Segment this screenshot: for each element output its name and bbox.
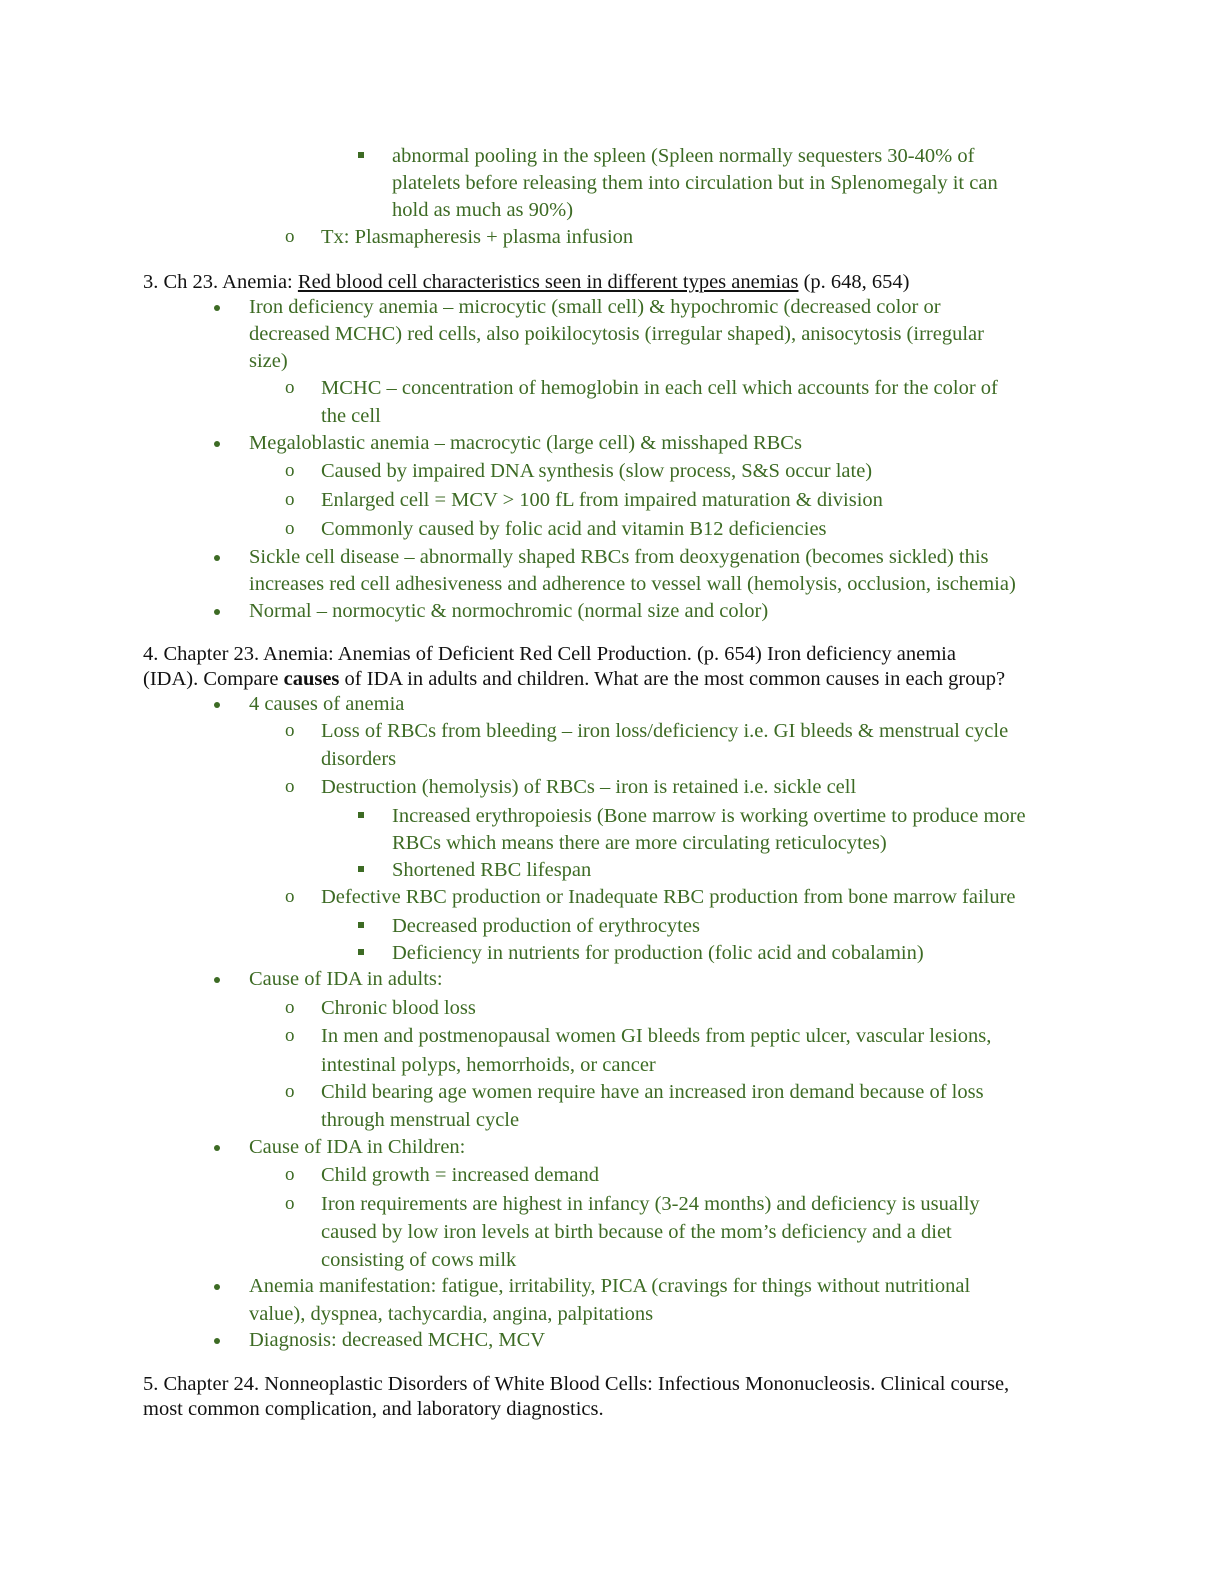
text-line: Enlarged cell = MCV > 100 fL from impaired maturation & division: [321, 489, 883, 511]
text-line: MCHC – concentration of hemoglobin in each cell which accounts for the color of: [321, 377, 998, 399]
bullet-icon: [214, 702, 220, 708]
heading-underlined: Red blood cell characteristics seen in different types anemias: [297, 271, 799, 293]
circle-bullet-icon: o: [285, 997, 295, 1018]
text-line: Cause of IDA in adults:: [249, 968, 443, 990]
text-line: value), dyspnea, tachycardia, angina, palpitations: [249, 1303, 654, 1325]
text-line: through menstrual cycle: [321, 1109, 520, 1131]
circle-bullet-icon: o: [285, 460, 295, 481]
bullet-icon: [214, 977, 220, 983]
text-line: Decreased production of erythrocytes: [392, 915, 700, 937]
text-line: caused by low iron levels at birth because of the mom’s deficiency and a diet: [321, 1221, 952, 1243]
section-heading-5-cont: most common complication, and laboratory diagnostics.: [143, 1398, 604, 1420]
text-line: RBCs which means there are more circulating reticulocytes): [392, 832, 887, 854]
text-line: Caused by impaired DNA synthesis (slow process, S&S occur late): [321, 460, 873, 482]
square-bullet-icon: [358, 866, 364, 872]
text-line: platelets before releasing them into circulation but in Splenomegaly it can: [392, 172, 998, 194]
bullet-icon: [214, 1284, 220, 1290]
circle-bullet-icon: o: [285, 1164, 295, 1185]
text-line: the cell: [321, 405, 381, 427]
bullet-icon: [214, 555, 220, 561]
section-heading-4: 4. Chapter 23. Anemia: Anemias of Deficient Red Cell Production. (p. 654) Iron deficiency anemia: [143, 643, 956, 665]
text-line: size): [249, 350, 288, 372]
text-line: decreased MCHC) red cells, also poikilocytosis (irregular shaped), anisocytosis (irregular: [249, 323, 984, 345]
text-line: Sickle cell disease – abnormally shaped RBCs from deoxygenation (becomes sickled) this: [249, 546, 989, 568]
text-line: Deficiency in nutrients for production (folic acid and cobalamin): [392, 942, 924, 964]
bullet-icon: [214, 1338, 220, 1344]
text-line: intestinal polyps, hemorrhoids, or cancer: [321, 1054, 656, 1076]
circle-bullet-icon: o: [285, 886, 295, 907]
circle-bullet-icon: o: [285, 377, 295, 398]
text-line: Child growth = increased demand: [321, 1164, 599, 1186]
text-line: Loss of RBCs from bleeding – iron loss/deficiency i.e. GI bleeds & menstrual cycle: [321, 720, 1009, 742]
heading-prefix: (IDA). Compare: [143, 668, 284, 690]
heading-suffix: of IDA in adults and children. What are the most common causes in each group?: [339, 668, 1006, 690]
text-line: Shortened RBC lifespan: [392, 859, 592, 881]
section-heading-4-cont: [143, 666, 1005, 692]
text-line: Megaloblastic anemia – macrocytic (large cell) & misshaped RBCs: [249, 432, 802, 454]
text-line: Increased erythropoiesis (Bone marrow is working overtime to produce more: [392, 805, 1026, 827]
text-line: disorders: [321, 748, 397, 770]
bullet-icon: [214, 441, 220, 447]
text-line: Normal – normocytic & normochromic (normal size and color): [249, 600, 769, 622]
circle-bullet-icon: o: [285, 720, 295, 741]
text-line: In men and postmenopausal women GI bleeds from peptic ulcer, vascular lesions,: [321, 1025, 992, 1047]
text-line: Diagnosis: decreased MCHC, MCV: [249, 1329, 546, 1351]
circle-bullet-icon: o: [285, 1193, 295, 1214]
text-line: Anemia manifestation: fatigue, irritability, PICA (cravings for things without nutritional: [249, 1275, 971, 1297]
text-line: abnormal pooling in the spleen (Spleen normally sequesters 30-40% of: [392, 145, 975, 167]
text-line: consisting of cows milk: [321, 1249, 517, 1271]
text-line: Destruction (hemolysis) of RBCs – iron is retained i.e. sickle cell: [321, 776, 857, 798]
square-bullet-icon: [358, 152, 364, 158]
heading-bold: causes: [283, 668, 340, 690]
text-line: Child bearing age women require have an increased iron demand because of loss: [321, 1081, 984, 1103]
square-bullet-icon: [358, 922, 364, 928]
text-line: 4 causes of anemia: [249, 693, 405, 715]
text-line: Iron requirements are highest in infancy (3-24 months) and deficiency is usually: [321, 1193, 980, 1215]
text-line: Tx: Plasmapheresis + plasma infusion: [321, 226, 634, 248]
circle-bullet-icon: o: [285, 489, 295, 510]
text-line: hold as much as 90%): [392, 199, 574, 221]
text-line: Iron deficiency anemia – microcytic (small cell) & hypochromic (decreased color or: [249, 296, 941, 318]
circle-bullet-icon: o: [285, 1025, 295, 1046]
circle-bullet-icon: o: [285, 518, 295, 539]
bullet-icon: [214, 609, 220, 615]
bullet-icon: [214, 1145, 220, 1151]
text-line: increases red cell adhesiveness and adherence to vessel wall (hemolysis, occlusion, ischemia): [249, 573, 1016, 595]
heading-prefix: 3. Ch 23. Anemia:: [143, 271, 298, 293]
heading-suffix: (p. 648, 654): [798, 271, 910, 293]
square-bullet-icon: [358, 812, 364, 818]
text-line: Cause of IDA in Children:: [249, 1136, 466, 1158]
circle-bullet-icon: o: [285, 776, 295, 797]
text-line: Commonly caused by folic acid and vitamin B12 deficiencies: [321, 518, 827, 540]
square-bullet-icon: [358, 949, 364, 955]
circle-bullet-icon: o: [285, 226, 295, 247]
section-heading-5: 5. Chapter 24. Nonneoplastic Disorders of White Blood Cells: Infectious Mononucleosis. Clinical course,: [143, 1373, 1010, 1395]
text-line: Chronic blood loss: [321, 997, 476, 1019]
section-heading-3: [143, 269, 909, 295]
text-line: Defective RBC production or Inadequate RBC production from bone marrow failure: [321, 886, 1016, 908]
circle-bullet-icon: o: [285, 1081, 295, 1102]
bullet-icon: [214, 305, 220, 311]
